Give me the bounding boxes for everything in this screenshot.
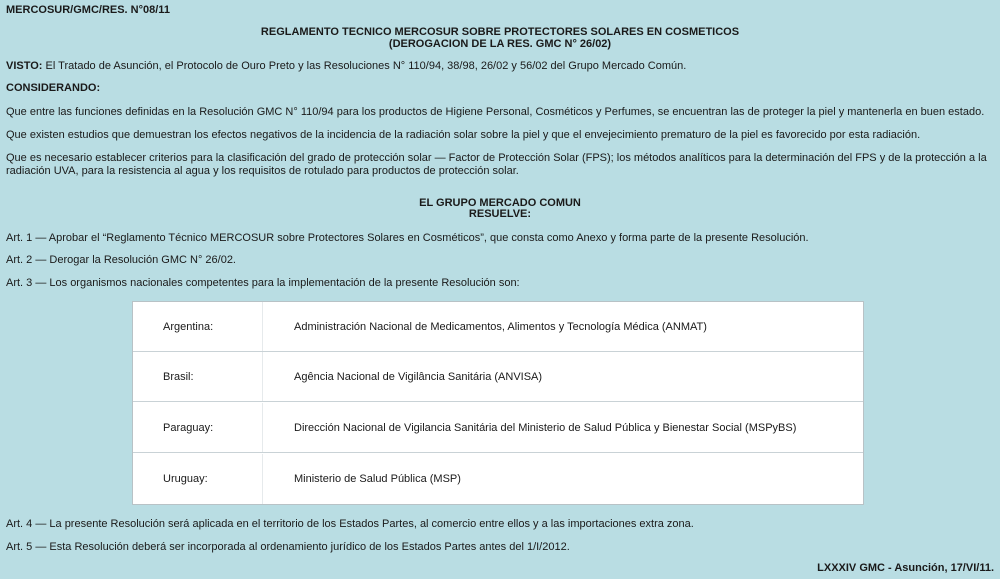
considerando-paragraph-1: Que entre las funciones definidas en la Resolución GMC N° 110/94 para los productos de Higiene Personal, Cosméticos y Perfumes, se encuentran las de proteger la piel y mantenerla en buen estado. (6, 106, 985, 118)
article-1: Art. 1 — Aprobar el “Reglamento Técnico MERCOSUR sobre Protectores Solares en Cosméticos”, que consta como Anexo y forma parte de la presente Resolución. (6, 232, 809, 244)
table-row (133, 302, 863, 352)
column-divider (262, 454, 263, 504)
visto-paragraph (6, 60, 996, 73)
table-row (133, 352, 863, 402)
footer-signature-line: LXXXIV GMC - Asunción, 17/VI/11. (817, 562, 994, 574)
title-line-1: REGLAMENTO TECNICO MERCOSUR SOBRE PROTECTORES SOLARES EN COSMETICOS (260, 26, 740, 38)
article-4: Art. 4 — La presente Resolución será aplicada en el territorio de los Estados Partes, al comercio entre ellos y a las importaciones extra zona. (6, 518, 694, 530)
considerando-paragraph-3: Que es necesario establecer criterios para la clasificación del grado de protección solar — Factor de Protección Solar (FPS); los métodos analíticos para la determinación del FPS y de la protección a la radiación UVA, para la resistencia al agua y los requisitos de rotulado para productos de protección solar. (6, 152, 987, 177)
considerando-paragraph-2: Que existen estudios que demuestran los efectos negativos de la incidencia de la radiación solar sobre la piel y que el envejecimiento prematuro de la piel es favorecido por esta radiación. (6, 129, 921, 141)
table-row (133, 454, 863, 504)
considerando-heading: CONSIDERANDO: (6, 82, 101, 94)
agency-cell: Administración Nacional de Medicamentos, Alimentos y Tecnología Médica (ANMAT) (294, 321, 707, 333)
article-2: Art. 2 — Derogar la Resolución GMC N° 26/02. (6, 254, 236, 266)
visto-label: VISTO: (6, 60, 43, 72)
agency-cell: Dirección Nacional de Vigilancia Sanitária del Ministerio de Salud Pública y Bienestar Social (MSPyBS) (294, 422, 797, 434)
visto-text: El Tratado de Asunción, el Protocolo de Ouro Preto y las Resoluciones N° 110/94, 38/98, 26/02 y 56/02 del Grupo Mercado Común. (42, 60, 687, 72)
country-cell: Argentina: (163, 321, 214, 333)
resolves-heading: RESUELVE: (468, 208, 532, 220)
title-line-2: (DEROGACION DE LA RES. GMC N° 26/02) (388, 38, 612, 50)
article-3: Art. 3 — Los organismos nacionales competentes para la implementación de la presente Resolución son: (6, 277, 520, 289)
country-cell: Uruguay: (163, 473, 208, 485)
column-divider (262, 403, 263, 452)
document-code: MERCOSUR/GMC/RES. N°08/11 (6, 4, 170, 16)
table-row (133, 403, 863, 453)
column-divider (262, 352, 263, 401)
country-cell: Brasil: (163, 371, 194, 383)
agency-cell: Ministerio de Salud Pública (MSP) (294, 473, 461, 485)
document-title (0, 26, 1000, 50)
article-5: Art. 5 — Esta Resolución deberá ser incorporada al ordenamiento jurídico de los Estados Partes antes del 1/I/2012. (6, 541, 570, 553)
column-divider (262, 302, 263, 351)
country-cell: Paraguay: (163, 422, 214, 434)
group-heading: EL GRUPO MERCADO COMUN (419, 197, 581, 209)
organisms-table (132, 301, 864, 505)
agency-cell: Agência Nacional de Vigilância Sanitária (ANVISA) (294, 371, 543, 383)
